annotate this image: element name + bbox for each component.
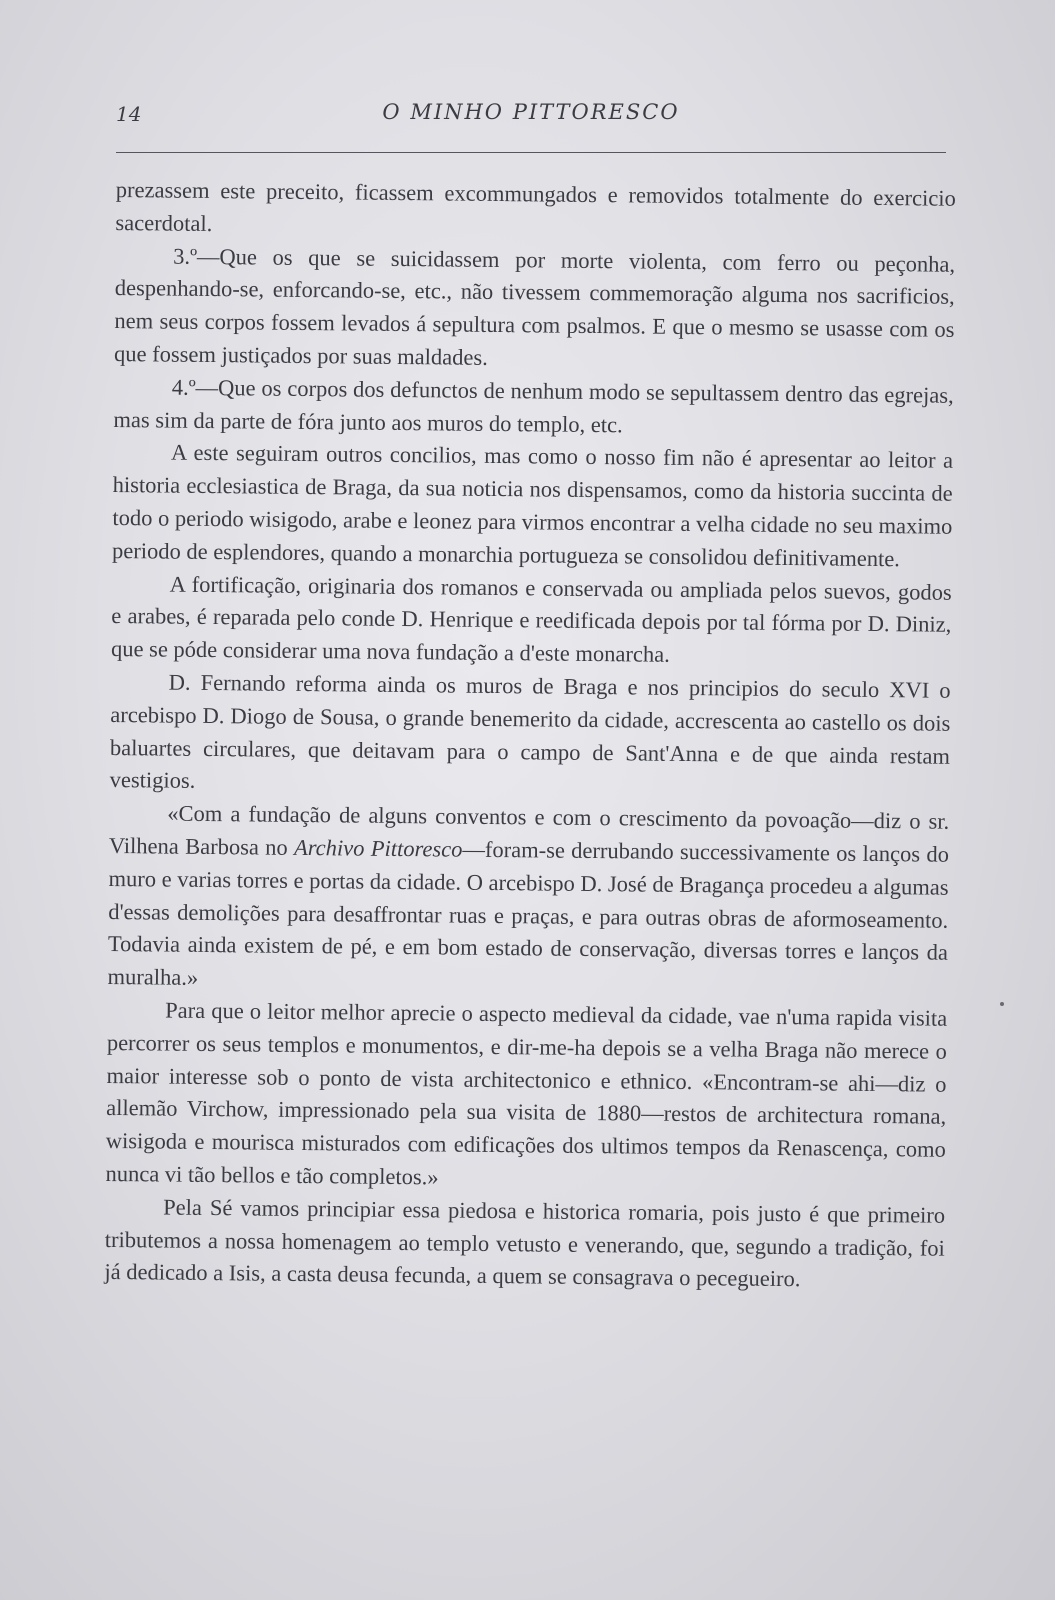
quote-italic-title: Archivo Pittoresco (293, 834, 463, 862)
paragraph-continuation: prezassem este preceito, ficassem excommungados e removidos totalmente do exercicio sacerdotal. (115, 176, 956, 236)
paragraph-concilios: A este seguiram outros concilios, mas como o nosso fim não é apresentar ao leitor a historia ecclesiastica de Braga, da sua noticia nos dispensamos, como da historia succinta de todo o periodo wisigodo, arabe e leonez para virmos encontrar a velha cidade no seu maximo periodo de esplendores, quando a monarchia portugueza se consolidou definitivamente. (111, 439, 954, 571)
body-text (104, 174, 956, 1298)
page-number: 14 (116, 102, 142, 126)
quote-text-before: «Com a fundação de alguns conventos e com o crescimento da povoação—diz o sr. Vilhena Barbosa no (108, 800, 950, 860)
paragraph-fortificacao: A fortificação, originaria dos romanos e conservada ou ampliada pelos suevos, godos e arabes, é reparada pelo conde D. Henrique e reedificada depois por tal fórma por D. Diniz, que se póde considerar uma nova fundação a d'este monarcha. (110, 571, 952, 667)
paragraph-d-fernando: D. Fernando reforma ainda os muros de Braga e nos principios do seculo XVI o arcebispo D. Diogo de Sousa, o grande benemerito da cidade, accrescenta ao castello os dois baluartes circulares, que deitavam para o campo de Sant'Anna e de que ainda restam vestigios. (109, 669, 951, 794)
header-rule (116, 152, 946, 153)
paragraph-quote-vilhena (107, 797, 949, 1003)
running-title: O MINHO PITTORESCO (382, 100, 680, 124)
margin-speck (1000, 1002, 1004, 1006)
page-header (116, 96, 946, 132)
paragraph-rule-4: 4.º—Que os corpos dos defunctos de nenhum modo se sepultassem dentro das egrejas, mas sim da parte de fóra junto aos muros do templo, etc. (113, 374, 954, 437)
quote-text-after: —foram-se derrubando successivamente os lanços do muro e varias torres e portas da cidade. O arcebispo D. José de Bragança procedeu a algumas d'essas demolições para desaffrontar ruas e praças, e para outras obras de aformoseamento. Todavia ainda existem de pé, e em bom estado de conservação, diversas torres e lanços da muralha.» (107, 836, 950, 991)
paragraph-rule-3: 3.º—Que os que se suicidassem por morte violenta, com ferro ou peçonha, despenhando-se, enforcando-se, etc., não tivessem commemoração alguma nos sacrificios, nem seus corpos fossem levados á sepultura com psalmos. E que o mesmo se usasse com os que fossem justiçados por suas maldades. (113, 243, 956, 370)
paragraph-se: Pela Sé vamos principiar essa piedosa e historica romaria, pois justo é que primeiro tributemos a nossa homenagem ao templo vetusto e venerando, que, segundo a tradição, foi já dedicado a Isis, a casta deusa fecunda, a quem se consagrava o pecegueiro. (104, 1194, 946, 1292)
paragraph-visita: Para que o leitor melhor aprecie o aspecto medieval da cidade, vae n'uma rapida visita percorrer os seus templos e monumentos, e dir-me-ha depois se a velha Braga não merece o maior interesse sob o ponto de vista architectonico e ethnico. «Encontram-se ahi—diz o allemão Virchow, impressionado pela sua visita de 1880—restos de architectura romana, wisigoda e mourisca misturados com edificações dos ultimos tempos da Renascença, como nunca vi tão bellos e tão completos.» (105, 997, 948, 1190)
